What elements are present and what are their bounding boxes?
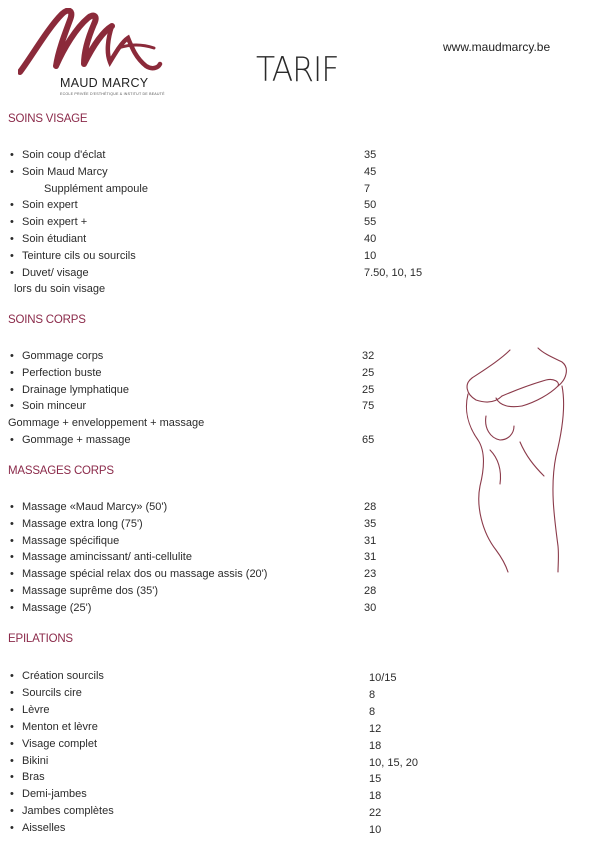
price-row-label — [8, 248, 136, 264]
bullet-icon: • — [10, 771, 14, 784]
item-label: Massage extra long (75') — [22, 517, 143, 530]
price-row-label — [44, 181, 148, 197]
item-price: 45 — [364, 165, 377, 178]
price-row-label — [8, 685, 82, 701]
bullet-icon: • — [10, 165, 14, 178]
item-label: Création sourcils — [22, 670, 104, 682]
item-price: 23 — [364, 568, 377, 581]
item-label: Massage (25') — [22, 601, 92, 614]
item-price: 25 — [362, 366, 375, 379]
bullet-icon: • — [10, 350, 14, 362]
item-price: 28 — [364, 501, 377, 513]
price-row-label — [8, 516, 143, 532]
item-label: Gommage + massage — [22, 434, 131, 446]
price-row-label — [8, 736, 97, 752]
bullet-icon: • — [10, 266, 14, 279]
price-row-label — [8, 820, 65, 836]
item-price: 35 — [364, 517, 377, 530]
price-row-label — [8, 365, 102, 381]
website-link[interactable]: www.maudmarcy.be — [443, 40, 551, 54]
item-label: Supplément ampoule — [44, 182, 148, 195]
bullet-icon: • — [10, 568, 14, 581]
item-price: 8 — [369, 688, 376, 701]
item-price: 10 — [364, 249, 377, 262]
price-row-label — [8, 398, 86, 414]
price-row-label — [8, 499, 167, 515]
logo-name: MAUD MARCY — [60, 76, 149, 90]
price-row-label — [8, 164, 108, 180]
item-price: 35 — [364, 149, 377, 161]
price-row-label — [8, 600, 91, 616]
item-label: Sourcils cire — [22, 686, 82, 699]
female-silhouette-illustration — [462, 346, 574, 574]
price-row-label — [8, 786, 87, 802]
bullet-icon: • — [10, 670, 14, 682]
item-label: Soin Maud Marcy — [22, 165, 108, 178]
bullet-icon: • — [10, 737, 14, 750]
item-price: 22 — [369, 807, 382, 820]
price-row-label — [8, 719, 98, 735]
item-label: Jambes complètes — [22, 805, 114, 818]
bullet-icon: • — [10, 585, 14, 597]
bullet-icon: • — [10, 199, 14, 212]
price-row-label — [8, 533, 119, 549]
item-price: 7 — [364, 182, 371, 195]
price-row-label — [8, 583, 158, 599]
item-label: Visage complet — [22, 737, 98, 750]
item-price: 12 — [369, 722, 382, 735]
item-label: Drainage lymphatique — [22, 383, 130, 396]
item-price: 10, 15, 20 — [369, 756, 418, 769]
item-price: 8 — [369, 705, 376, 718]
page-title: TARIF — [256, 50, 339, 90]
bullet-icon: • — [10, 788, 14, 801]
item-label: Soin expert + — [22, 216, 88, 229]
item-label: Perfection buste — [22, 366, 102, 379]
price-row-label — [8, 197, 78, 213]
item-label: Menton et lèvre — [22, 720, 98, 733]
section-heading-epilations: EPILATIONS — [8, 633, 73, 645]
section-heading-massages: MASSAGES CORPS — [8, 465, 114, 477]
item-label: Gommage + enveloppement + massage — [8, 417, 205, 430]
price-row-label — [8, 702, 50, 718]
item-label: Bikini — [22, 754, 49, 767]
bullet-icon: • — [10, 434, 14, 446]
bullet-icon: • — [10, 149, 14, 161]
item-label: Soin minceur — [22, 400, 87, 413]
item-price: 28 — [364, 585, 377, 597]
item-price: 75 — [362, 400, 375, 413]
bullet-icon: • — [10, 822, 14, 835]
bullet-icon: • — [10, 601, 14, 614]
price-row-label — [8, 566, 267, 582]
item-label: Massage «Maud Marcy» (50') — [22, 501, 168, 513]
item-label: Massage spécial relax dos ou massage assis (20') — [22, 568, 268, 581]
price-row-label — [8, 348, 103, 364]
bullet-icon: • — [10, 233, 14, 245]
price-row-label — [14, 281, 105, 297]
item-label: Lèvre — [22, 703, 50, 716]
item-price: 7.50, 10, 15 — [364, 266, 423, 279]
price-row-label — [8, 803, 114, 819]
item-price: 32 — [362, 350, 375, 362]
bullet-icon: • — [10, 720, 14, 733]
bullet-icon: • — [10, 551, 14, 564]
item-price: 10/15 — [369, 672, 397, 684]
bullet-icon: • — [10, 400, 14, 413]
item-price: 25 — [362, 383, 375, 396]
bullet-icon: • — [10, 686, 14, 699]
section-heading-corps: SOINS CORPS — [8, 314, 86, 326]
bullet-icon: • — [10, 517, 14, 530]
item-label: Demi-jambes — [22, 788, 87, 801]
bullet-icon: • — [10, 534, 14, 547]
item-label: lors du soin visage — [14, 283, 106, 296]
bullet-icon: • — [10, 216, 14, 229]
logo-subtitle: ECOLE PRIVÉE D'ESTHÉTIQUE & INSTITUT DE BEAUTÉ — [60, 92, 165, 96]
item-label: Duvet/ visage — [22, 266, 89, 279]
item-price: 65 — [362, 434, 375, 446]
price-row-label — [8, 382, 129, 398]
bullet-icon: • — [10, 249, 14, 262]
bullet-icon: • — [10, 383, 14, 396]
item-price: 15 — [369, 773, 382, 786]
price-row-label — [8, 147, 105, 163]
item-label: Soin expert — [22, 199, 78, 212]
logo — [18, 8, 168, 103]
price-row-label — [8, 668, 104, 684]
item-price: 18 — [369, 790, 382, 803]
item-label: Aisselles — [22, 822, 66, 835]
price-row-label — [8, 432, 131, 448]
price-row-label — [8, 549, 192, 565]
price-row-label — [8, 214, 87, 230]
bullet-icon: • — [10, 703, 14, 716]
section-heading-visage: SOINS VISAGE — [8, 113, 88, 125]
item-price: 30 — [364, 601, 377, 614]
item-price: 55 — [364, 216, 377, 229]
item-label: Massage suprême dos (35') — [22, 585, 158, 597]
item-price: 50 — [364, 199, 377, 212]
item-label: Soin coup d'éclat — [22, 149, 106, 161]
item-label: Teinture cils ou sourcils — [22, 249, 136, 262]
item-price: 18 — [369, 739, 382, 752]
bullet-icon: • — [10, 501, 14, 513]
bullet-icon: • — [10, 754, 14, 767]
bullet-icon: • — [10, 366, 14, 379]
item-price: 10 — [369, 824, 382, 837]
price-row-label — [8, 231, 86, 247]
item-price: 31 — [364, 534, 377, 547]
price-row-label — [8, 415, 204, 431]
bullet-icon: • — [10, 805, 14, 818]
item-label: Soin étudiant — [22, 233, 87, 245]
price-row-label — [8, 769, 45, 785]
item-price: 31 — [364, 551, 377, 564]
item-label: Gommage corps — [22, 350, 104, 362]
item-price: 40 — [364, 233, 377, 245]
item-label: Bras — [22, 771, 45, 784]
item-label: Massage amincissant/ anti-cellulite — [22, 551, 192, 564]
price-row-label — [8, 265, 89, 281]
item-label: Massage spécifique — [22, 534, 120, 547]
price-row-label — [8, 753, 48, 769]
logo-mark — [18, 8, 168, 78]
